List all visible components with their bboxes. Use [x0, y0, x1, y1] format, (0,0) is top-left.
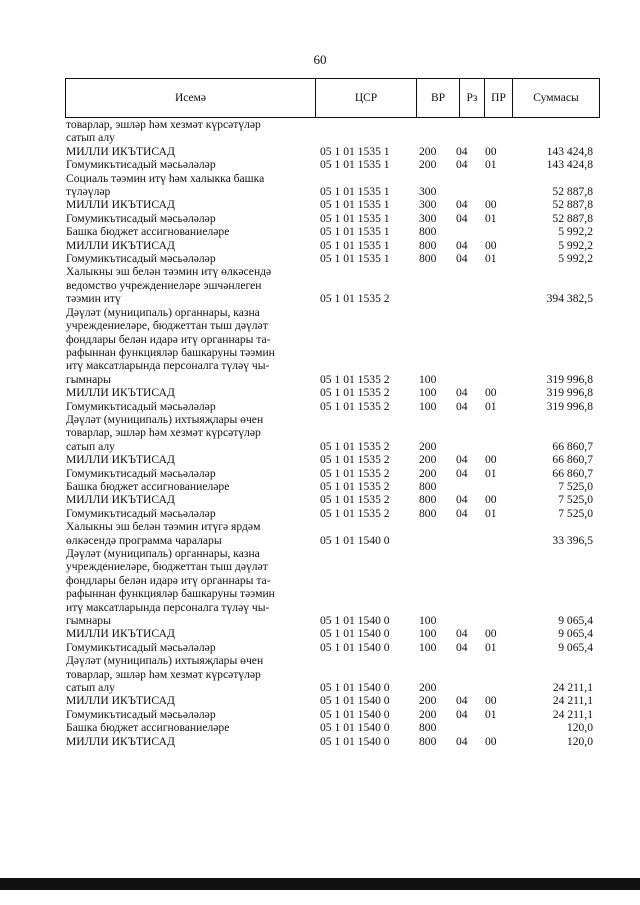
row-pr: 01 — [485, 211, 497, 225]
table-row — [66, 654, 600, 694]
row-rz: 04 — [456, 707, 468, 721]
row-sum: 66 860,7 — [552, 439, 593, 453]
row-vr: 100 — [419, 372, 437, 386]
row-sum: 52 887,8 — [552, 198, 593, 212]
table-row — [66, 413, 600, 453]
table-row — [66, 225, 600, 238]
row-sum: 319 996,8 — [546, 386, 593, 400]
table-row — [66, 400, 600, 413]
table-row — [66, 198, 600, 211]
row-name: МИЛЛИ ИКЪТИСАД — [66, 198, 175, 212]
row-sum: 120,0 — [566, 734, 593, 748]
table-row — [66, 520, 600, 547]
row-csr: 05 1 01 1535 2 — [320, 386, 390, 400]
row-pr: 01 — [485, 640, 497, 654]
header-sum: Суммасы — [513, 79, 600, 118]
table-row — [66, 172, 600, 199]
table-row — [66, 118, 600, 145]
row-vr: 200 — [419, 694, 437, 708]
row-vr: 300 — [419, 211, 437, 225]
row-rz: 04 — [456, 493, 468, 507]
row-rz: 04 — [456, 144, 468, 158]
row-csr: 05 1 01 1535 1 — [320, 211, 390, 225]
row-name: Башка бюджет ассигнованиеләре — [66, 479, 230, 493]
header-vr: ВР — [417, 79, 460, 118]
row-name: Башка бюджет ассигнованиеләре — [66, 225, 230, 239]
row-sum: 394 382,5 — [546, 292, 593, 306]
row-csr: 05 1 01 1540 0 — [320, 533, 390, 547]
table-row — [66, 694, 600, 707]
row-csr: 05 1 01 1535 2 — [320, 453, 390, 467]
header-pr: ПР — [485, 79, 513, 118]
row-sum: 5 992,2 — [558, 252, 593, 266]
row-rz: 04 — [456, 386, 468, 400]
row-sum: 319 996,8 — [546, 399, 593, 413]
table-row — [66, 721, 600, 734]
row-vr: 200 — [419, 466, 437, 480]
row-pr: 01 — [485, 252, 497, 266]
row-csr: 05 1 01 1535 2 — [320, 479, 390, 493]
row-rz: 04 — [456, 627, 468, 641]
row-vr: 100 — [419, 386, 437, 400]
row-vr: 200 — [419, 453, 437, 467]
row-pr: 00 — [485, 627, 497, 641]
row-name: МИЛЛИ ИКЪТИСАД — [66, 386, 175, 400]
row-sum: 143 424,8 — [546, 144, 593, 158]
row-rz: 04 — [456, 506, 468, 520]
row-pr: 01 — [485, 506, 497, 520]
row-rz: 04 — [456, 399, 468, 413]
row-pr: 00 — [485, 694, 497, 708]
table-row — [66, 547, 600, 627]
row-vr: 200 — [419, 681, 437, 695]
row-name: Гомумикътисадый мәсьәләләр — [66, 158, 216, 172]
header-rz: Рз — [460, 79, 485, 118]
row-sum: 66 860,7 — [552, 453, 593, 467]
row-csr: 05 1 01 1535 2 — [320, 399, 390, 413]
row-name: МИЛЛИ ИКЪТИСАД — [66, 493, 175, 507]
row-vr: 800 — [419, 493, 437, 507]
row-vr: 800 — [419, 238, 437, 252]
table-row — [66, 627, 600, 640]
row-pr: 00 — [485, 144, 497, 158]
table-row — [66, 265, 600, 305]
row-csr: 05 1 01 1540 0 — [320, 627, 390, 641]
row-csr: 05 1 01 1535 1 — [320, 185, 390, 199]
row-rz: 04 — [456, 238, 468, 252]
table-row — [66, 252, 600, 265]
row-csr: 05 1 01 1535 2 — [320, 493, 390, 507]
row-sum: 7 525,0 — [558, 493, 593, 507]
row-sum: 24 211,1 — [552, 707, 593, 721]
row-csr: 05 1 01 1540 0 — [320, 734, 390, 748]
row-name: МИЛЛИ ИКЪТИСАД — [66, 627, 175, 641]
row-sum: 7 525,0 — [558, 479, 593, 493]
table-row — [66, 467, 600, 480]
table-row — [66, 480, 600, 493]
row-name: Дәүләт (муниципаль) ихтыяҗлары өчен товарлар, эшләр һәм хезмәт күрсәтүләр сатып алу — [66, 654, 264, 695]
row-name: Гомумикътисадый мәсьәләләр — [66, 466, 216, 480]
row-sum: 9 065,4 — [558, 614, 593, 628]
row-csr: 05 1 01 1535 1 — [320, 252, 390, 266]
table-row — [66, 493, 600, 506]
row-csr: 05 1 01 1535 1 — [320, 238, 390, 252]
row-sum: 66 860,7 — [552, 466, 593, 480]
row-vr: 800 — [419, 721, 437, 735]
row-name: МИЛЛИ ИКЪТИСАД — [66, 734, 175, 748]
table-row — [66, 306, 600, 386]
row-sum: 33 396,5 — [552, 533, 593, 547]
row-vr: 100 — [419, 627, 437, 641]
row-name: Гомумикътисадый мәсьәләләр — [66, 640, 216, 654]
row-rz: 04 — [456, 198, 468, 212]
row-pr: 00 — [485, 734, 497, 748]
budget-table-body — [66, 118, 600, 748]
row-pr: 00 — [485, 453, 497, 467]
row-csr: 05 1 01 1540 0 — [320, 681, 390, 695]
row-vr: 800 — [419, 225, 437, 239]
row-vr: 800 — [419, 252, 437, 266]
row-pr: 01 — [485, 158, 497, 172]
table-row — [66, 641, 600, 654]
row-vr: 200 — [419, 439, 437, 453]
row-pr: 01 — [485, 466, 497, 480]
table-row — [66, 708, 600, 721]
row-vr: 800 — [419, 734, 437, 748]
row-name: МИЛЛИ ИКЪТИСАД — [66, 144, 175, 158]
row-sum: 9 065,4 — [558, 640, 593, 654]
row-csr: 05 1 01 1535 1 — [320, 158, 390, 172]
row-sum: 5 992,2 — [558, 238, 593, 252]
row-sum: 319 996,8 — [546, 372, 593, 386]
row-sum: 24 211,1 — [552, 694, 593, 708]
row-vr: 200 — [419, 144, 437, 158]
row-csr: 05 1 01 1540 0 — [320, 694, 390, 708]
row-sum: 52 887,8 — [552, 211, 593, 225]
row-sum: 7 525,0 — [558, 506, 593, 520]
table-row — [66, 507, 600, 520]
row-sum: 120,0 — [566, 721, 593, 735]
row-name: Башка бюджет ассигнованиеләре — [66, 721, 230, 735]
row-vr: 200 — [419, 158, 437, 172]
row-csr: 05 1 01 1535 2 — [320, 372, 390, 386]
row-csr: 05 1 01 1535 2 — [320, 292, 390, 306]
row-csr: 05 1 01 1540 0 — [320, 614, 390, 628]
row-name: Гомумикътисадый мәсьәләләр — [66, 506, 216, 520]
row-rz: 04 — [456, 640, 468, 654]
row-csr: 05 1 01 1535 1 — [320, 144, 390, 158]
row-rz: 04 — [456, 158, 468, 172]
row-rz: 04 — [456, 211, 468, 225]
row-vr: 800 — [419, 506, 437, 520]
row-pr: 00 — [485, 493, 497, 507]
row-pr: 00 — [485, 198, 497, 212]
row-vr: 200 — [419, 707, 437, 721]
row-rz: 04 — [456, 466, 468, 480]
row-sum: 24 211,1 — [552, 681, 593, 695]
row-pr: 00 — [485, 386, 497, 400]
row-name: Гомумикътисадый мәсьәләләр — [66, 707, 216, 721]
page-number: 60 — [313, 52, 327, 67]
row-rz: 04 — [456, 694, 468, 708]
row-name: Гомумикътисадый мәсьәләләр — [66, 252, 216, 266]
table-row — [66, 145, 600, 158]
row-csr: 05 1 01 1535 2 — [320, 506, 390, 520]
row-name: Гомумикътисадый мәсьәләләр — [66, 399, 216, 413]
row-name: товарлар, эшләр һәм хезмәт күрсәтүләр сатып алу — [66, 118, 261, 145]
row-name: Дәүләт (муниципаль) ихтыяҗлары өчен товарлар, эшләр һәм хезмәт күрсәтүләр сатып алу — [66, 412, 264, 453]
row-name: Дәүләт (муниципаль) органнары, казна учреждениеләре, бюджеттан тыш дәүләт фондлары белән идарә итү органнары та- рафыннан функцияләр башкаруны тәэмин итү максатларында персоналга түләү чы- гымнары — [66, 305, 275, 386]
row-sum: 5 992,2 — [558, 225, 593, 239]
row-vr: 300 — [419, 198, 437, 212]
row-csr: 05 1 01 1540 0 — [320, 721, 390, 735]
row-name: МИЛЛИ ИКЪТИСАД — [66, 694, 175, 708]
row-sum: 52 887,8 — [552, 185, 593, 199]
row-name: МИЛЛИ ИКЪТИСАД — [66, 453, 175, 467]
table-row — [66, 453, 600, 466]
header-csr: ЦСР — [316, 79, 417, 118]
table-row — [66, 158, 600, 171]
row-csr: 05 1 01 1535 2 — [320, 439, 390, 453]
table-header — [65, 78, 600, 118]
row-name: Халыкны эш белән тәэмин итүгә ярдәм өлкәсендә программа чаралары — [66, 520, 261, 547]
table-row — [66, 386, 600, 399]
row-csr: 05 1 01 1535 1 — [320, 225, 390, 239]
table-row — [66, 735, 600, 748]
row-vr: 100 — [419, 614, 437, 628]
row-csr: 05 1 01 1535 2 — [320, 466, 390, 480]
row-vr: 100 — [419, 640, 437, 654]
row-pr: 01 — [485, 707, 497, 721]
row-sum: 143 424,8 — [546, 158, 593, 172]
row-csr: 05 1 01 1540 0 — [320, 707, 390, 721]
row-csr: 05 1 01 1540 0 — [320, 640, 390, 654]
row-name: Дәүләт (муниципаль) органнары, казна учреждениеләре, бюджеттан тыш дәүләт фондлары белән идарә итү органнары та- рафыннан функцияләр башкаруны тәэмин итү максатларында персоналга түләү чы- гымнары — [66, 547, 275, 628]
row-vr: 300 — [419, 185, 437, 199]
row-sum: 9 065,4 — [558, 627, 593, 641]
table-row — [66, 239, 600, 252]
row-rz: 04 — [456, 453, 468, 467]
row-pr: 01 — [485, 399, 497, 413]
row-csr: 05 1 01 1535 1 — [320, 198, 390, 212]
row-name: МИЛЛИ ИКЪТИСАД — [66, 238, 175, 252]
table-row — [66, 212, 600, 225]
row-vr: 800 — [419, 479, 437, 493]
row-rz: 04 — [456, 734, 468, 748]
row-name: Халыкны эш белән тәэмин итү өлкәсендә ведомство учреждениеләре эшчәнлеген тәэмин итү — [66, 265, 272, 306]
row-rz: 04 — [456, 252, 468, 266]
scan-bottom-edge — [0, 878, 640, 890]
row-name: Социаль тәэмин итү һәм халыкка башка түләүләр — [66, 171, 265, 199]
row-pr: 00 — [485, 238, 497, 252]
row-vr: 100 — [419, 399, 437, 413]
row-name: Гомумикътисадый мәсьәләләр — [66, 211, 216, 225]
header-name: Исемә — [66, 79, 316, 118]
